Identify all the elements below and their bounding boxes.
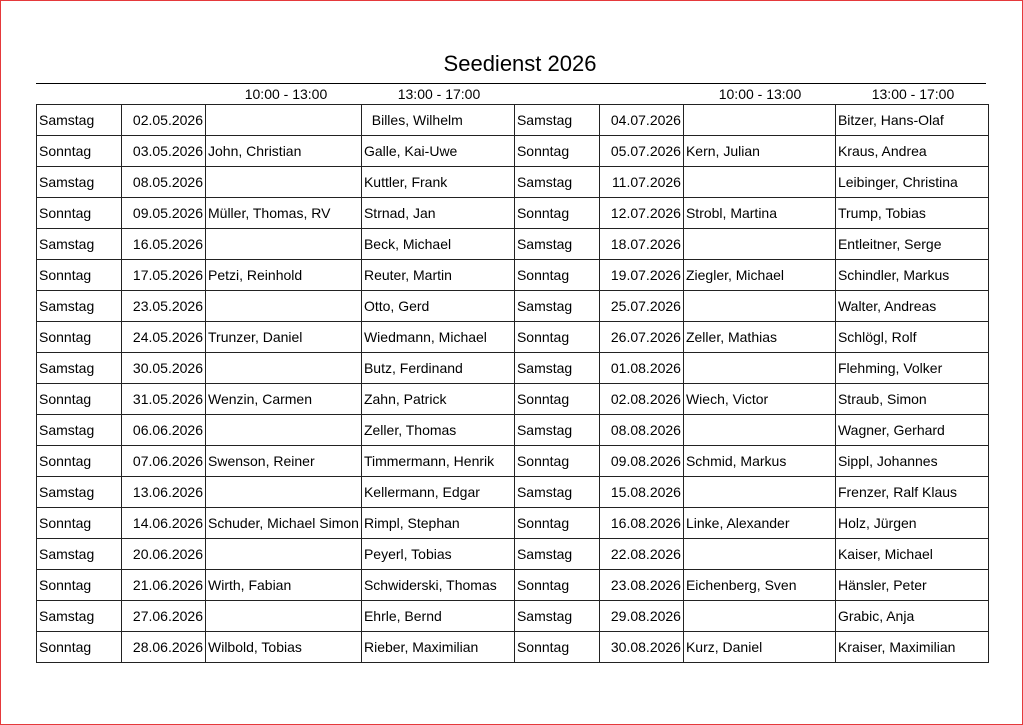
right-morning-cell: Linke, Alexander	[683, 508, 835, 539]
left-afternoon-cell: Timmermann, Henrik	[361, 446, 514, 477]
right-day-cell: Samstag	[514, 539, 599, 570]
right-morning-cell	[683, 415, 835, 446]
right-date-cell: 16.08.2026	[599, 508, 683, 539]
right-day-cell: Sonntag	[514, 632, 599, 663]
table-row	[37, 446, 989, 477]
left-morning-cell: Wenzin, Carmen	[206, 384, 362, 415]
left-day-cell: Samstag	[37, 601, 122, 632]
right-date-cell: 11.07.2026	[599, 167, 683, 198]
left-afternoon-cell: Rimpl, Stephan	[361, 508, 514, 539]
left-day-cell: Samstag	[37, 291, 122, 322]
left-afternoon-cell: Schwiderski, Thomas	[361, 570, 514, 601]
left-morning-cell	[206, 291, 362, 322]
right-morning-cell	[683, 353, 835, 384]
right-morning-cell	[683, 539, 835, 570]
table-row	[37, 167, 989, 198]
left-afternoon-cell: Wiedmann, Michael	[361, 322, 514, 353]
left-date-cell: 02.05.2026	[122, 105, 206, 136]
left-day-cell: Samstag	[37, 167, 122, 198]
right-afternoon-cell: Hänsler, Peter	[835, 570, 988, 601]
left-afternoon-cell: Galle, Kai-Uwe	[361, 136, 514, 167]
right-day-cell: Samstag	[514, 353, 599, 384]
right-day-cell: Sonntag	[514, 384, 599, 415]
right-afternoon-cell: Schlögl, Rolf	[835, 322, 988, 353]
left-date-cell: 17.05.2026	[122, 260, 206, 291]
right-date-cell: 08.08.2026	[599, 415, 683, 446]
right-afternoon-cell: Kraus, Andrea	[835, 136, 988, 167]
right-afternoon-cell: Frenzer, Ralf Klaus	[835, 477, 988, 508]
right-afternoon-cell: Kaiser, Michael	[835, 539, 988, 570]
left-morning-cell	[206, 539, 362, 570]
right-afternoon-cell: Straub, Simon	[835, 384, 988, 415]
table-row	[37, 570, 989, 601]
left-afternoon-cell: Otto, Gerd	[361, 291, 514, 322]
right-morning-cell: Eichenberg, Sven	[683, 570, 835, 601]
left-day-cell: Sonntag	[37, 136, 122, 167]
table-row	[37, 260, 989, 291]
left-day-cell: Sonntag	[37, 260, 122, 291]
left-day-cell: Sonntag	[37, 198, 122, 229]
left-afternoon-cell: Reuter, Martin	[361, 260, 514, 291]
right-day-cell: Sonntag	[514, 570, 599, 601]
right-afternoon-cell: Entleitner, Serge	[835, 229, 988, 260]
left-day-cell: Samstag	[37, 477, 122, 508]
table-row	[37, 632, 989, 663]
right-morning-cell: Ziegler, Michael	[683, 260, 835, 291]
page-title: Seedienst 2026	[443, 51, 597, 76]
left-day-cell: Samstag	[37, 539, 122, 570]
left-afternoon-cell: Butz, Ferdinand	[361, 353, 514, 384]
left-afternoon-cell: Kellermann, Edgar	[361, 477, 514, 508]
right-morning-cell	[683, 229, 835, 260]
left-afternoon-cell: Rieber, Maximilian	[361, 632, 514, 663]
table-row	[37, 105, 989, 136]
left-date-cell: 23.05.2026	[122, 291, 206, 322]
right-afternoon-cell: Flehming, Volker	[835, 353, 988, 384]
right-afternoon-cell: Wagner, Gerhard	[835, 415, 988, 446]
table-row	[37, 415, 989, 446]
left-day-cell: Samstag	[37, 353, 122, 384]
left-date-cell: 13.06.2026	[122, 477, 206, 508]
right-afternoon-cell: Schindler, Markus	[835, 260, 988, 291]
left-afternoon-cell: Zahn, Patrick	[361, 384, 514, 415]
right-date-cell: 25.07.2026	[599, 291, 683, 322]
left-afternoon-cell: Strnad, Jan	[361, 198, 514, 229]
right-date-cell: 26.07.2026	[599, 322, 683, 353]
left-afternoon-cell: Peyerl, Tobias	[361, 539, 514, 570]
right-date-cell: 23.08.2026	[599, 570, 683, 601]
right-afternoon-cell: Holz, Jürgen	[835, 508, 988, 539]
right-date-cell: 04.07.2026	[599, 105, 683, 136]
table-row	[37, 477, 989, 508]
table-row	[37, 601, 989, 632]
left-date-cell: 16.05.2026	[122, 229, 206, 260]
right-day-cell: Samstag	[514, 601, 599, 632]
header-right-afternoon: 13:00 - 17:00	[871, 86, 955, 102]
table-row	[37, 136, 989, 167]
right-morning-cell: Strobl, Martina	[683, 198, 835, 229]
left-morning-cell	[206, 105, 362, 136]
left-morning-cell: John, Christian	[206, 136, 362, 167]
left-date-cell: 08.05.2026	[122, 167, 206, 198]
left-date-cell: 24.05.2026	[122, 322, 206, 353]
schedule-table	[36, 104, 989, 663]
right-day-cell: Samstag	[514, 477, 599, 508]
left-morning-cell: Trunzer, Daniel	[206, 322, 362, 353]
left-date-cell: 03.05.2026	[122, 136, 206, 167]
left-day-cell: Sonntag	[37, 322, 122, 353]
right-morning-cell	[683, 167, 835, 198]
left-morning-cell: Wilbold, Tobias	[206, 632, 362, 663]
right-date-cell: 22.08.2026	[599, 539, 683, 570]
table-row	[37, 229, 989, 260]
right-day-cell: Sonntag	[514, 198, 599, 229]
left-date-cell: 28.06.2026	[122, 632, 206, 663]
right-afternoon-cell: Leibinger, Christina	[835, 167, 988, 198]
right-afternoon-cell: Trump, Tobias	[835, 198, 988, 229]
right-day-cell: Sonntag	[514, 508, 599, 539]
left-afternoon-cell: Zeller, Thomas	[361, 415, 514, 446]
right-morning-cell	[683, 105, 835, 136]
left-morning-cell: Müller, Thomas, RV	[206, 198, 362, 229]
left-morning-cell	[206, 167, 362, 198]
right-afternoon-cell: Sippl, Johannes	[835, 446, 988, 477]
left-day-cell: Samstag	[37, 415, 122, 446]
left-day-cell: Sonntag	[37, 632, 122, 663]
header-divider	[36, 83, 986, 84]
left-date-cell: 06.06.2026	[122, 415, 206, 446]
table-row	[37, 291, 989, 322]
left-morning-cell	[206, 353, 362, 384]
right-morning-cell	[683, 291, 835, 322]
left-date-cell: 14.06.2026	[122, 508, 206, 539]
right-date-cell: 02.08.2026	[599, 384, 683, 415]
table-row	[37, 384, 989, 415]
right-day-cell: Sonntag	[514, 136, 599, 167]
left-afternoon-cell: Beck, Michael	[361, 229, 514, 260]
table-row	[37, 353, 989, 384]
right-date-cell: 09.08.2026	[599, 446, 683, 477]
left-morning-cell: Petzi, Reinhold	[206, 260, 362, 291]
header-right-morning: 10:00 - 13:00	[718, 86, 802, 102]
left-date-cell: 31.05.2026	[122, 384, 206, 415]
left-morning-cell	[206, 477, 362, 508]
right-morning-cell	[683, 601, 835, 632]
left-day-cell: Samstag	[37, 229, 122, 260]
left-day-cell: Sonntag	[37, 384, 122, 415]
header-left-morning: 10:00 - 13:00	[244, 86, 328, 102]
right-morning-cell: Kern, Julian	[683, 136, 835, 167]
right-day-cell: Samstag	[514, 415, 599, 446]
table-row	[37, 198, 989, 229]
right-morning-cell: Zeller, Mathias	[683, 322, 835, 353]
right-date-cell: 18.07.2026	[599, 229, 683, 260]
right-day-cell: Samstag	[514, 229, 599, 260]
right-day-cell: Samstag	[514, 105, 599, 136]
left-morning-cell	[206, 601, 362, 632]
table-row	[37, 539, 989, 570]
left-morning-cell: Wirth, Fabian	[206, 570, 362, 601]
right-date-cell: 29.08.2026	[599, 601, 683, 632]
right-morning-cell: Wiech, Victor	[683, 384, 835, 415]
left-date-cell: 20.06.2026	[122, 539, 206, 570]
right-morning-cell	[683, 477, 835, 508]
left-date-cell: 27.06.2026	[122, 601, 206, 632]
right-day-cell: Samstag	[514, 167, 599, 198]
table-row	[37, 508, 989, 539]
left-date-cell: 21.06.2026	[122, 570, 206, 601]
table-row	[37, 322, 989, 353]
left-date-cell: 09.05.2026	[122, 198, 206, 229]
right-date-cell: 05.07.2026	[599, 136, 683, 167]
left-morning-cell	[206, 415, 362, 446]
left-day-cell: Sonntag	[37, 446, 122, 477]
right-date-cell: 19.07.2026	[599, 260, 683, 291]
right-date-cell: 12.07.2026	[599, 198, 683, 229]
right-morning-cell: Schmid, Markus	[683, 446, 835, 477]
left-date-cell: 07.06.2026	[122, 446, 206, 477]
right-afternoon-cell: Walter, Andreas	[835, 291, 988, 322]
left-afternoon-cell: Ehrle, Bernd	[361, 601, 514, 632]
left-day-cell: Samstag	[37, 105, 122, 136]
left-day-cell: Sonntag	[37, 570, 122, 601]
left-morning-cell	[206, 229, 362, 260]
right-date-cell: 01.08.2026	[599, 353, 683, 384]
left-morning-cell: Schuder, Michael Simon	[206, 508, 362, 539]
left-date-cell: 30.05.2026	[122, 353, 206, 384]
right-day-cell: Sonntag	[514, 322, 599, 353]
right-day-cell: Samstag	[514, 291, 599, 322]
left-afternoon-cell: Billes, Wilhelm	[361, 105, 514, 136]
left-afternoon-cell: Kuttler, Frank	[361, 167, 514, 198]
right-day-cell: Sonntag	[514, 446, 599, 477]
left-morning-cell: Swenson, Reiner	[206, 446, 362, 477]
header-left-afternoon: 13:00 - 17:00	[397, 86, 481, 102]
right-afternoon-cell: Kraiser, Maximilian	[835, 632, 988, 663]
right-date-cell: 30.08.2026	[599, 632, 683, 663]
right-morning-cell: Kurz, Daniel	[683, 632, 835, 663]
right-date-cell: 15.08.2026	[599, 477, 683, 508]
right-day-cell: Sonntag	[514, 260, 599, 291]
left-day-cell: Sonntag	[37, 508, 122, 539]
right-afternoon-cell: Grabic, Anja	[835, 601, 988, 632]
right-afternoon-cell: Bitzer, Hans-Olaf	[835, 105, 988, 136]
